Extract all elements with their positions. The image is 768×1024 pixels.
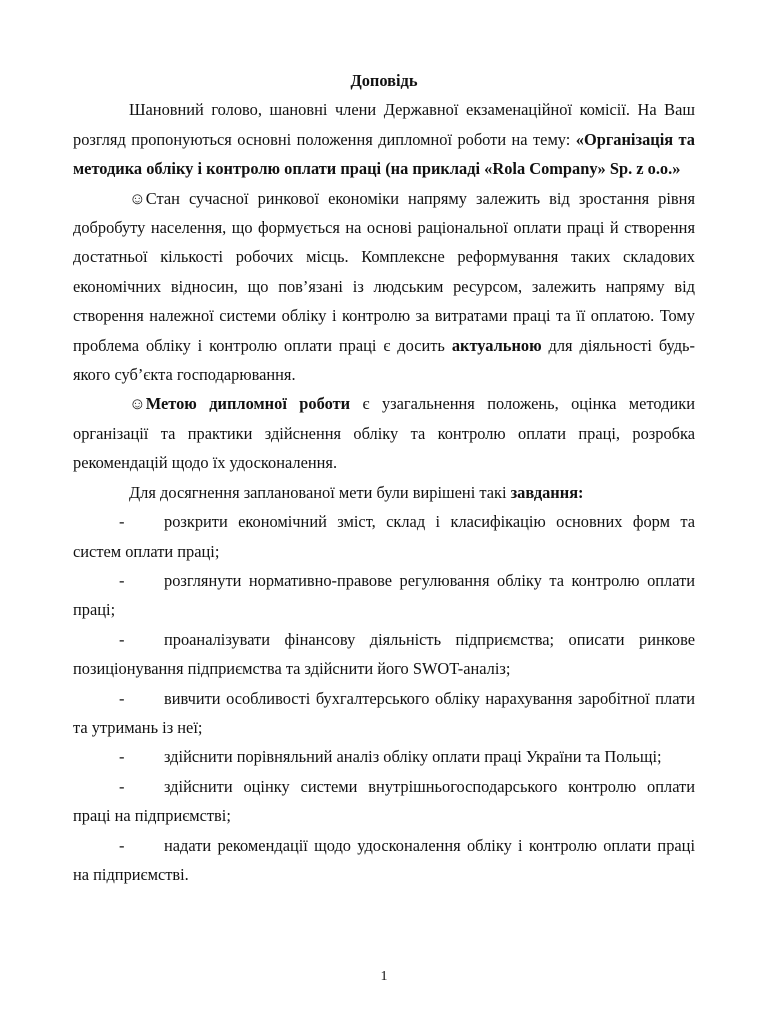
paragraph-tasks-intro: Для досягнення запланованої мети були вирішені такі завдання: xyxy=(129,482,584,502)
task-item: - надати рекомендації щодо удосконалення обліку і контролю оплати праці на підприємстві. xyxy=(73,831,695,890)
page-number: 1 xyxy=(380,969,388,984)
task-item: - здійснити оцінку системи внутрішньогосподарського контролю оплати праці на підприємстві; xyxy=(73,772,695,831)
paragraph-goal: ☺Метою дипломної роботи є узагальнення положень, оцінка методики організації та практики здійснення обліку та контролю оплати праці, розробка рекомендацій щодо їх удосконалення. xyxy=(73,394,695,473)
task-item: - здійснити порівняльний аналіз обліку оплати праці України та Польщі; xyxy=(73,742,695,771)
task-item: - проаналізувати фінансову діяльність підприємства; описати ринкове позиціонування підприємства та здійснити його SWOT-аналіз; xyxy=(73,625,695,684)
smiley-icon: ☺ xyxy=(129,188,146,208)
dash-bullet: - xyxy=(119,629,125,649)
document-title: Доповідь xyxy=(350,71,418,90)
dash-bullet: - xyxy=(119,512,125,532)
paragraph-intro: Шановний голово, шановні члени Державної екзаменаційної комісії. На Ваш розгляд пропонуються основні положення дипломної роботи на тему: «Організація та методика обліку і контролю оплати праці (на прикладі «Rola Company» Sp. z o.o.» xyxy=(73,100,695,179)
dash-bullet: - xyxy=(119,776,125,796)
smiley-icon: ☺ xyxy=(129,394,146,414)
task-item: - розкрити економічний зміст, склад і класифікацію основних форм та систем оплати праці; xyxy=(73,507,695,566)
dash-bullet: - xyxy=(119,835,125,855)
dash-bullet: - xyxy=(119,747,125,767)
paragraph-relevance: ☺Стан сучасної ринкової економіки напряму залежить від зростання рівня добробуту населення, що формується на основі раціональної оплати праці й створення достатньої кількості робочих місць. Комплексне реформування таких складових економічних відносин, що пов’язані із людським ресурсом, залежить напряму від створення належної системи обліку і контролю за витратами праці та її оплатою. Тому проблема обліку і контролю оплати праці є досить актуальною для діяльності будь-якого суб’єкта господарювання. xyxy=(73,188,695,385)
task-item: - розглянути нормативно-правове регулювання обліку та контролю оплати праці; xyxy=(73,566,695,625)
task-item: - вивчити особливості бухгалтерського обліку нарахування заробітної плати та утримань із неї; xyxy=(73,684,695,743)
dash-bullet: - xyxy=(119,570,125,590)
dash-bullet: - xyxy=(119,688,125,708)
thesis-topic: «Організація та методика обліку і контролю оплати праці (на прикладі «Rola Company» Sp. z o.o.» xyxy=(73,129,695,179)
